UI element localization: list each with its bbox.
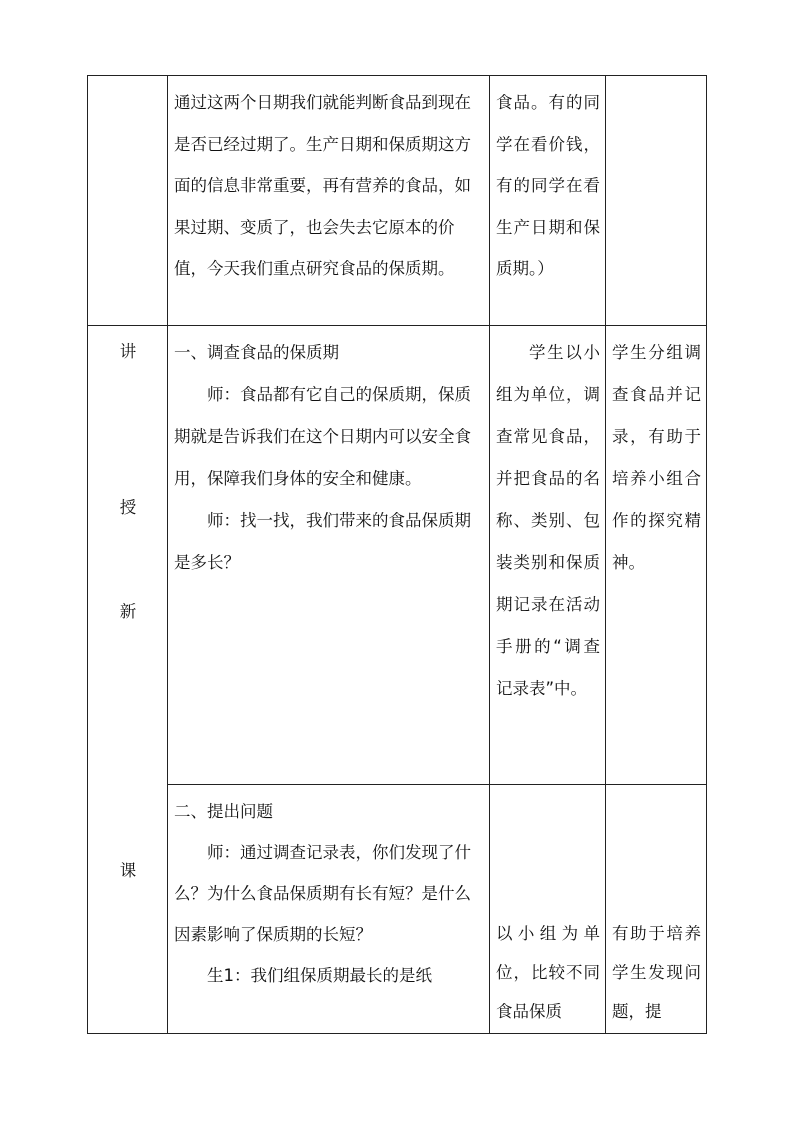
lesson-plan-table [87, 75, 707, 1034]
teacher-paragraph: 师：食品都有它自己的保质期，保质期就是告诉我们在这个日期内可以安全食用，保障我们身体的安全和健康。 [174, 385, 471, 488]
section-label-char: 讲 [119, 342, 137, 361]
student-activity-cell [490, 76, 606, 326]
teacher-activity-cell [168, 326, 490, 785]
student-activity-cell [490, 785, 606, 1034]
student-text: 学生以小组为单位，调查常见食品，并把食品的名称、类别、包装类别和保质期记录在活动手册的“调查记录表”中。 [496, 343, 600, 698]
teacher-activity-cell [168, 76, 490, 326]
intent-text: 学生分组调查食品并记录，有助于培养小组合作的探究精神。 [612, 343, 701, 572]
section-heading: 二、提出问题 [174, 802, 273, 821]
content-text: 通过这两个日期我们就能判断食品到现在是否已经过期了。生产日期和保质期这方面的信息非常重要，再有营养的食品，如果过期、变质了，也会失去它原本的价值，今天我们重点研究食品的保质期。 [174, 93, 471, 278]
intent-text: 有助于培养学生发现问题，提 [612, 924, 701, 1021]
section-heading: 一、调查食品的保质期 [174, 343, 339, 362]
teacher-paragraph: 生1：我们组保质期最长的是纸 [207, 966, 432, 985]
design-intent-cell [606, 785, 707, 1034]
teacher-paragraph: 师：找一找，我们带来的食品保质期是多长？ [174, 511, 471, 572]
student-text: 以小组为单位，比较不同食品保质 [496, 924, 600, 1021]
student-text: 食品。有的同学在看价钱，有的同学在看生产日期和保质期。） [496, 93, 600, 278]
table-row [88, 76, 707, 326]
student-activity-cell [490, 326, 606, 785]
section-label-char: 新 [119, 602, 137, 621]
design-intent-cell [606, 76, 707, 326]
section-label-cell [88, 326, 168, 1034]
teacher-activity-cell [168, 785, 490, 1034]
design-intent-cell [606, 326, 707, 785]
table-row [88, 785, 707, 1034]
section-label-char: 授 [119, 498, 137, 517]
teacher-paragraph: 师：通过调查记录表，你们发现了什么？为什么食品保质期有长有短？是什么因素影响了保质期的长短？ [174, 843, 471, 944]
intent-text [606, 76, 706, 82]
table-row [88, 326, 707, 785]
section-label-char: 课 [119, 861, 137, 880]
label-cell [88, 76, 168, 326]
